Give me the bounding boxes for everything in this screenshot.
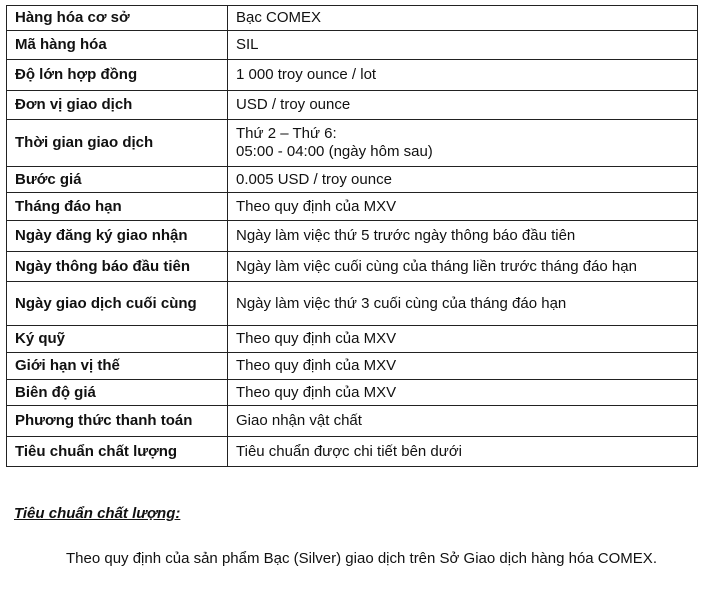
spec-value: [228, 406, 698, 437]
spec-key: Biên độ giá: [7, 380, 228, 406]
spec-row-delivery-registration: [7, 221, 698, 252]
spec-row-quality-standard: [7, 437, 698, 467]
spec-row-underlying: [7, 6, 698, 31]
spec-key: Hàng hóa cơ sở: [7, 6, 228, 31]
spec-row-contract-size: [7, 60, 698, 91]
spec-value: [228, 91, 698, 120]
spec-value: [228, 380, 698, 406]
spec-value-line: 05:00 - 04:00 (ngày hôm sau): [236, 143, 433, 160]
spec-value: [228, 31, 698, 60]
spec-value: [228, 6, 698, 31]
spec-key: Ngày đăng ký giao nhận: [7, 221, 228, 252]
spec-key: Ngày thông báo đầu tiên: [7, 252, 228, 282]
spec-value-line: 1 000 troy ounce / lot: [236, 66, 377, 83]
spec-value-line: Bạc COMEX: [236, 9, 322, 26]
spec-value: [228, 167, 698, 193]
spec-row-code: [7, 31, 698, 60]
spec-value: [228, 221, 698, 252]
spec-key: Đơn vị giao dịch: [7, 91, 228, 120]
spec-key: Phương thức thanh toán: [7, 406, 228, 437]
spec-table-body: [7, 6, 698, 467]
spec-value: [228, 282, 698, 326]
spec-value-line: Ngày làm việc thứ 3 cuối cùng của tháng đáo hạn: [236, 294, 567, 312]
contract-spec-table: [6, 5, 698, 467]
spec-key: Tiêu chuẩn chất lượng: [7, 437, 228, 467]
spec-row-first-notice: [7, 252, 698, 282]
spec-value-line: Tiêu chuẩn được chi tiết bên dưới: [236, 442, 462, 460]
section-title: Tiêu chuẩn chất lượng:: [14, 505, 181, 522]
spec-key: Ngày giao dịch cuối cùng: [7, 282, 228, 326]
spec-value: [228, 60, 698, 91]
spec-value-line: Ngày làm việc thứ 5 trước ngày thông báo đầu tiên: [236, 227, 576, 244]
spec-value: [228, 437, 698, 467]
spec-value-line: Theo quy định của MXV: [236, 330, 397, 347]
spec-key: Ký quỹ: [7, 326, 228, 353]
spec-value-line: USD / troy ounce: [236, 96, 351, 113]
spec-value: [228, 353, 698, 380]
spec-value-line: Giao nhận vật chất: [236, 412, 362, 429]
spec-row-settlement: [7, 406, 698, 437]
spec-row-price-limit: [7, 380, 698, 406]
spec-row-contract-months: [7, 193, 698, 221]
spec-key: Độ lớn hợp đồng: [7, 60, 228, 91]
spec-value-line: Thứ 2 – Thứ 6:: [236, 125, 337, 142]
spec-row-position-limit: [7, 353, 698, 380]
spec-value: [228, 193, 698, 221]
spec-row-margin: [7, 326, 698, 353]
spec-value-line: Theo quy định của MXV: [236, 197, 397, 215]
spec-value-line: Theo quy định của MXV: [236, 383, 397, 401]
spec-value-line: 0.005 USD / troy ounce: [236, 170, 392, 188]
spec-value: [228, 120, 698, 167]
spec-key: Tháng đáo hạn: [7, 193, 228, 221]
spec-row-trading-unit: [7, 91, 698, 120]
spec-key: Mã hàng hóa: [7, 31, 228, 60]
spec-key: Giới hạn vị thế: [7, 353, 228, 380]
spec-value: [228, 252, 698, 282]
spec-value-line: Ngày làm việc cuối cùng của tháng liền trước tháng đáo hạn: [236, 257, 637, 275]
spec-value-line: Theo quy định của MXV: [236, 357, 397, 374]
section-paragraph: Theo quy định của sản phẩm Bạc (Silver) giao dịch trên Sở Giao dịch hàng hóa COMEX.: [66, 550, 657, 567]
spec-row-trading-hours: [7, 120, 698, 167]
spec-key: Thời gian giao dịch: [7, 120, 228, 167]
spec-value-line: SIL: [236, 36, 259, 53]
spec-value: [228, 326, 698, 353]
spec-row-last-trading-day: [7, 282, 698, 326]
spec-row-tick-size: [7, 167, 698, 193]
spec-key: Bước giá: [7, 167, 228, 193]
